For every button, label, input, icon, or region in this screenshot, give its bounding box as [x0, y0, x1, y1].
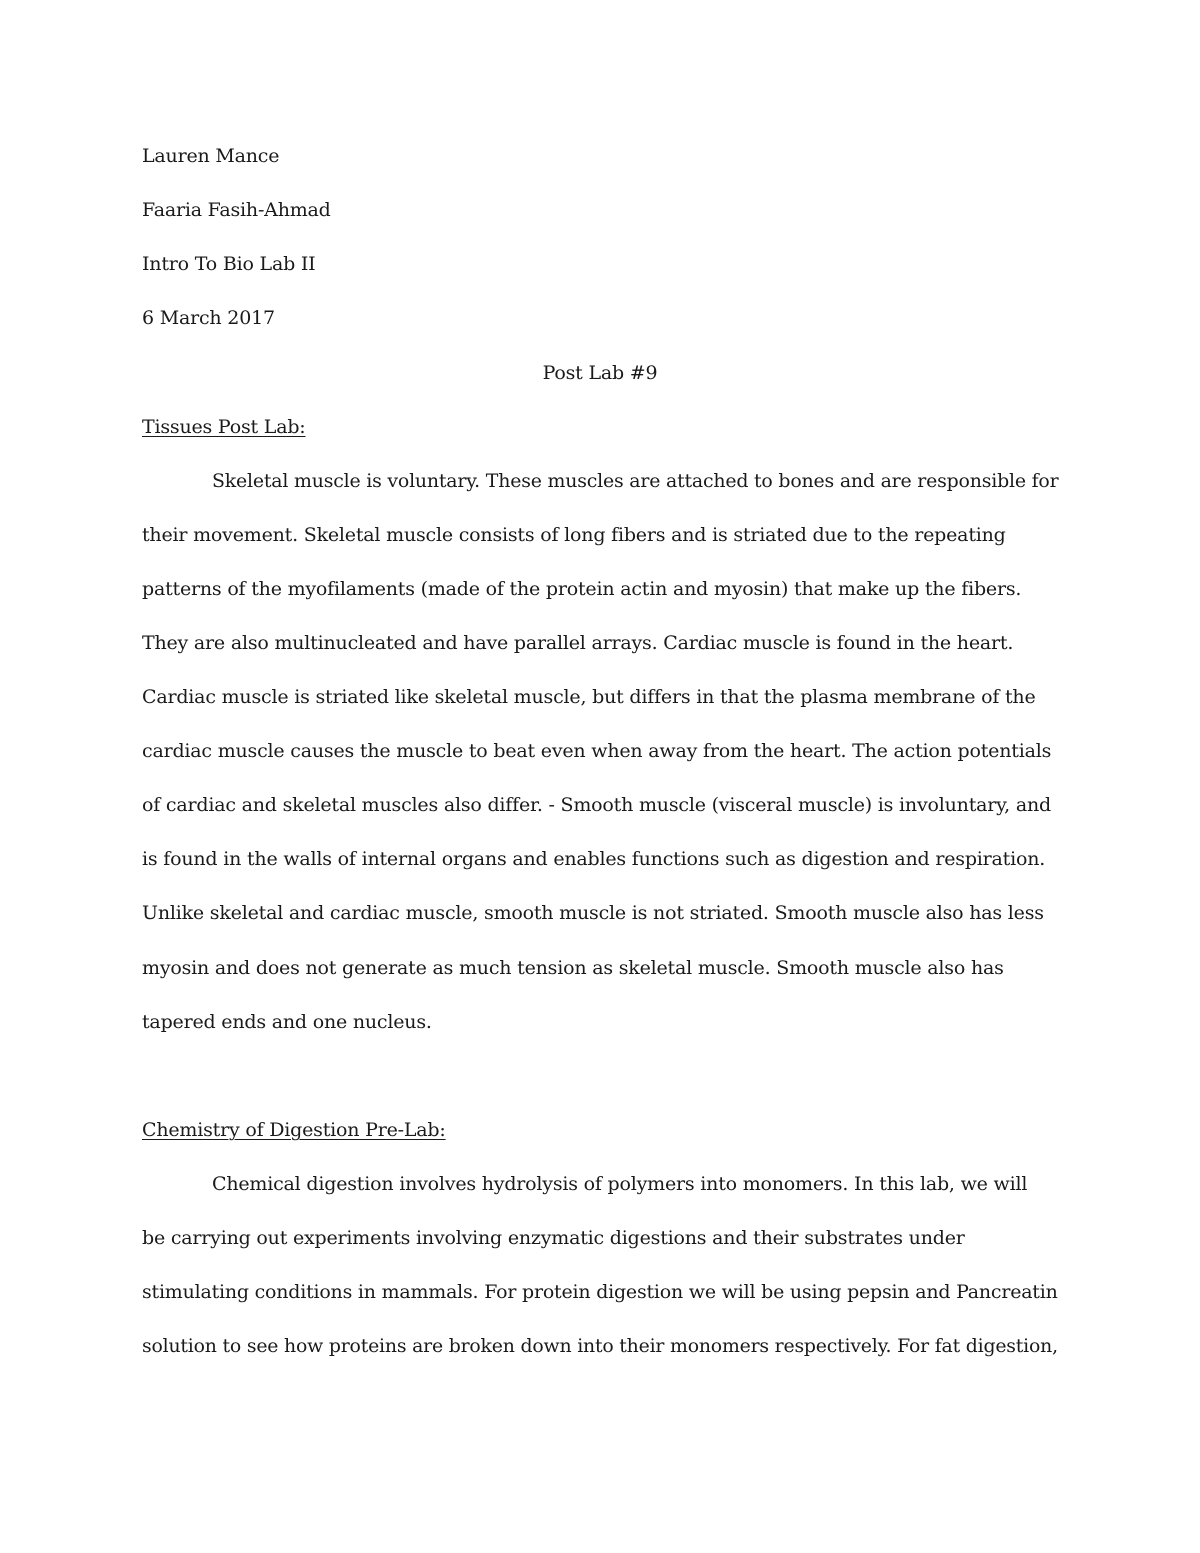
paragraph-line: solution to see how proteins are broken down into their monomers respectively. For fat digestion,	[142, 1335, 1058, 1357]
paragraph-line: of cardiac and skeletal muscles also differ. - Smooth muscle (visceral muscle) is involuntary, and	[142, 794, 1051, 816]
document-date: 6 March 2017	[142, 307, 275, 329]
paragraph-line: their movement. Skeletal muscle consists of long fibers and is striated due to the repeating	[142, 524, 1006, 546]
paragraph-line: Unlike skeletal and cardiac muscle, smooth muscle is not striated. Smooth muscle also has less	[142, 902, 1044, 924]
instructor-name: Faaria Fasih-Ahmad	[142, 199, 331, 221]
paragraph-line: stimulating conditions in mammals. For protein digestion we will be using pepsin and Pancreatin	[142, 1281, 1058, 1303]
paragraph-line: myosin and does not generate as much tension as skeletal muscle. Smooth muscle also has	[142, 957, 1004, 979]
author-name: Lauren Mance	[142, 145, 280, 167]
course-name: Intro To Bio Lab II	[142, 253, 316, 275]
paragraph-line: Chemical digestion involves hydrolysis of polymers into monomers. In this lab, we will	[212, 1173, 1028, 1195]
paragraph-line: Skeletal muscle is voluntary. These muscles are attached to bones and are responsible for	[212, 470, 1059, 492]
paragraph-line: Cardiac muscle is striated like skeletal muscle, but differs in that the plasma membrane of the	[142, 686, 1036, 708]
section-heading-digestion: Chemistry of Digestion Pre-Lab:	[142, 1119, 446, 1141]
document-title: Post Lab #9	[542, 362, 658, 384]
paragraph-line: is found in the walls of internal organs and enables functions such as digestion and respiration.	[142, 848, 1046, 870]
paragraph-line: tapered ends and one nucleus.	[142, 1011, 432, 1033]
paragraph-line: patterns of the myofilaments (made of the protein actin and myosin) that make up the fibers.	[142, 578, 1022, 600]
paragraph-line: cardiac muscle causes the muscle to beat even when away from the heart. The action potentials	[142, 740, 1052, 762]
section-heading-tissues: Tissues Post Lab:	[142, 416, 306, 438]
paragraph-line: They are also multinucleated and have parallel arrays. Cardiac muscle is found in the heart.	[142, 632, 1014, 654]
paragraph-line: be carrying out experiments involving enzymatic digestions and their substrates under	[142, 1227, 965, 1249]
